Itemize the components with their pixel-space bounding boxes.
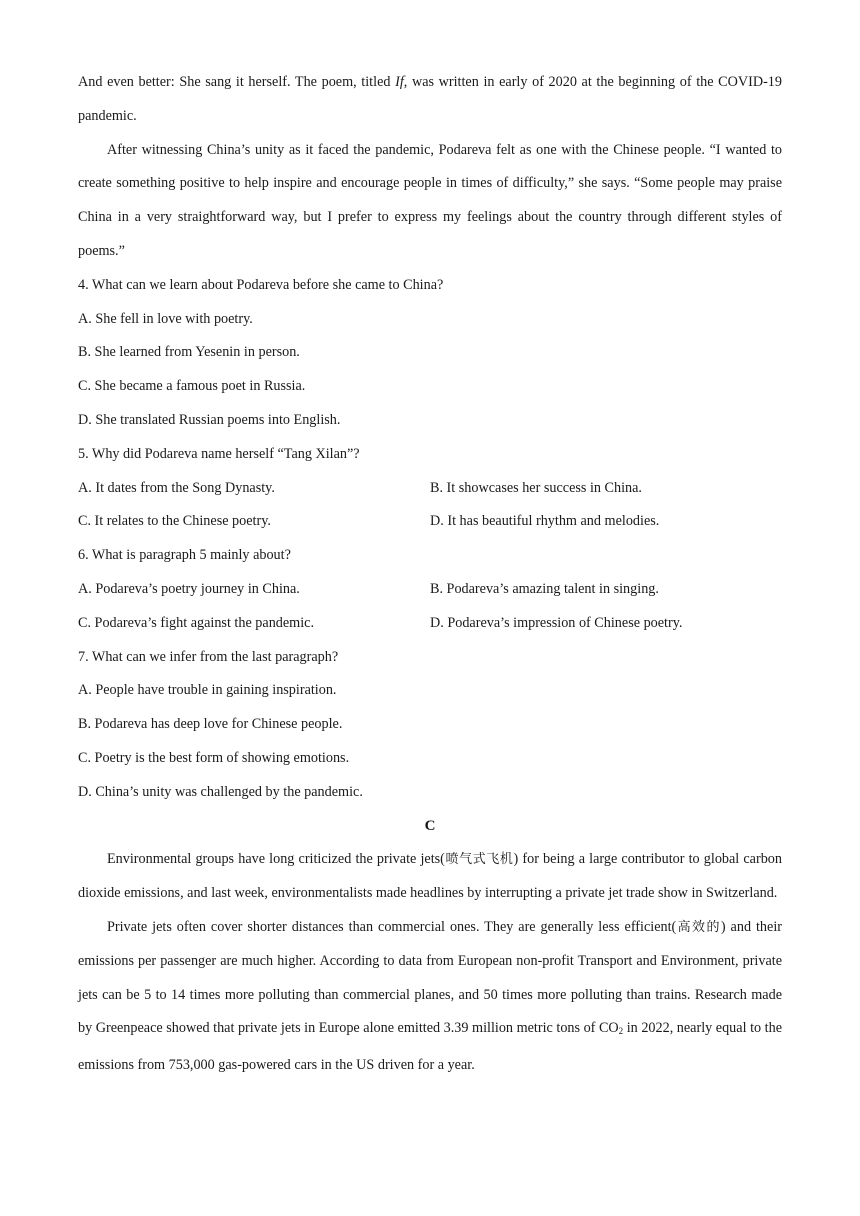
question-stem: 5. Why did Podareva name herself “Tang Xilan”? <box>78 445 360 462</box>
chinese-gloss: 高效的 <box>676 919 721 935</box>
question-4 <box>78 269 782 438</box>
option-d: D. China’s unity was challenged by the pandemic. <box>78 783 363 800</box>
text-segment: ) for being a large contributor to global carbon dioxide emissions, and last week, environmentalists made headlines by interrupting a private jet trade show in Switzerland. <box>78 851 782 902</box>
option-a: A. People have trouble in gaining inspiration. <box>78 682 337 699</box>
question-7 <box>78 641 782 810</box>
option-d: D. It has beautiful rhythm and melodies. <box>430 513 660 530</box>
passage-c-paragraph-1 <box>78 843 782 911</box>
option-b: B. Podareva has deep love for Chinese people. <box>78 716 343 733</box>
option-c: C. Podareva’s fight against the pandemic. <box>78 614 315 631</box>
question-5 <box>78 438 782 539</box>
passage-b-paragraph-4 <box>78 66 782 134</box>
option-b: B. It showcases her success in China. <box>430 479 642 496</box>
option-c: C. It relates to the Chinese poetry. <box>78 513 271 530</box>
text-segment: And even better: She sang it herself. The poem, titled <box>78 74 396 90</box>
option-row <box>78 573 782 607</box>
option-a: A. She fell in love with poetry. <box>78 310 253 327</box>
option-row <box>78 505 782 539</box>
question-stem: 6. What is paragraph 5 mainly about? <box>78 547 291 564</box>
text-segment: Environmental groups have long criticized the private jets( <box>107 851 445 868</box>
chinese-gloss: 喷气式飞机 <box>444 852 514 868</box>
poem-title: If <box>395 74 404 90</box>
option-c: C. Poetry is the best form of showing emotions. <box>78 749 350 766</box>
section-heading-c: C <box>424 817 436 834</box>
text-segment: in 2022, nearly equal to the emissions from 753,000 gas-powered cars in the US driven for a year. <box>78 1020 782 1074</box>
option-a: A. Podareva’s poetry journey in China. <box>78 580 300 597</box>
question-stem: 7. What can we infer from the last paragraph? <box>78 648 339 665</box>
text-segment: ) and their emissions per passenger are much higher. According to data from European non-profit Transport and Environment, private jets can be 5 to 14 times more polluting than commercial planes, and 50 times more polluting than trains. Research made by Greenpeace showed that private jets in Europe alone emitted 3.39 million metric tons of CO <box>78 918 782 1037</box>
option-b: B. She learned from Yesenin in person. <box>78 344 300 361</box>
passage-b-paragraph-5: After witnessing China’s unity as it faced the pandemic, Podareva felt as one with the Chinese people. “I wanted to create something positive to help inspire and encourage people in times of difficulty,” she says. “Some people may praise China in a very straightforward way, but I prefer to express my feelings about the country through different styles of poems.” <box>78 141 782 259</box>
option-d: D. Podareva’s impression of Chinese poetry. <box>430 614 683 631</box>
option-d: D. She translated Russian poems into English. <box>78 411 341 428</box>
option-c: C. She became a famous poet in Russia. <box>78 378 306 395</box>
subscript: 2 <box>618 1026 624 1037</box>
option-row <box>78 607 782 641</box>
option-b: B. Podareva’s amazing talent in singing. <box>430 580 659 597</box>
option-row <box>78 472 782 506</box>
text-segment: Private jets often cover shorter distances than commercial ones. They are generally less efficient( <box>107 918 677 935</box>
text-segment: , was written in early of 2020 at the beginning of the COVID-19 pandemic. <box>78 74 782 124</box>
question-6 <box>78 539 782 640</box>
option-a: A. It dates from the Song Dynasty. <box>78 479 275 496</box>
document-page <box>78 66 782 1083</box>
passage-c-paragraph-2 <box>78 911 782 1083</box>
question-stem: 4. What can we learn about Podareva before she came to China? <box>78 276 444 293</box>
